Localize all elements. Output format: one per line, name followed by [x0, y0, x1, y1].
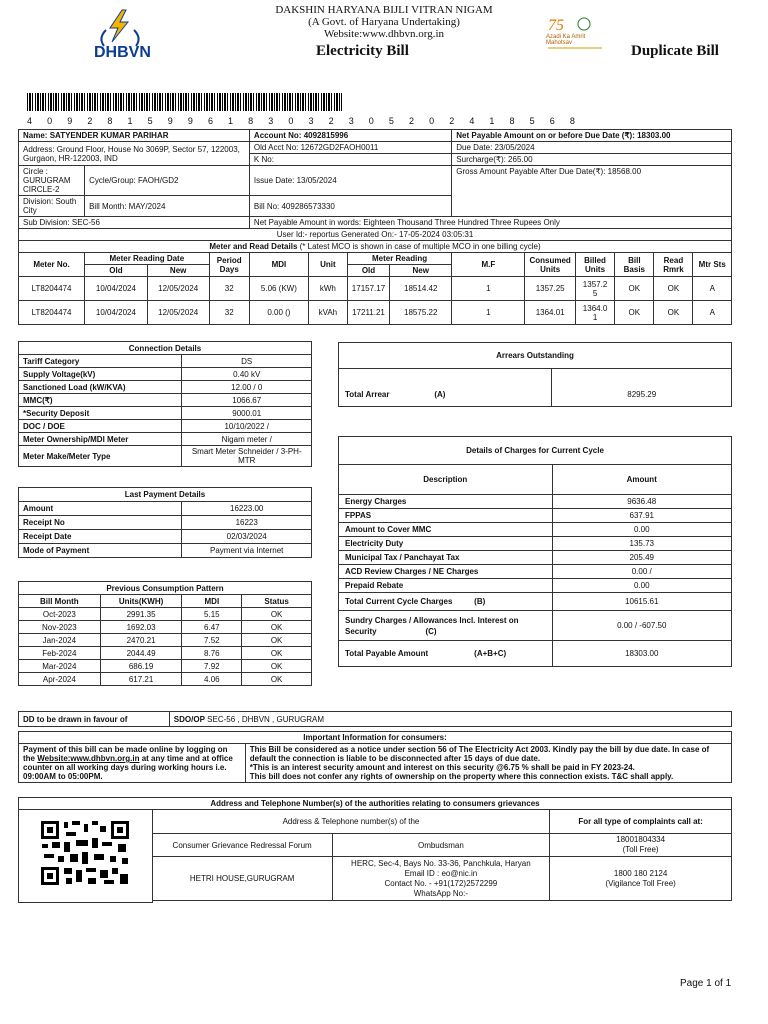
ombudsman-email: Email ID : eo@nic.in: [404, 868, 478, 878]
municipal-tax: 205.49: [552, 551, 732, 565]
new-reading-header: New: [390, 265, 452, 277]
qr-code: [40, 820, 130, 886]
connection-row: [19, 355, 312, 368]
tariff-label: Tariff Category: [19, 355, 182, 368]
total-current-code: (B): [468, 593, 552, 611]
sundry-label: Sundry Charges / Allowances Incl. Interest on Security (C): [339, 611, 553, 641]
account-no: Account No: 4092815996: [249, 130, 451, 142]
mdi: 6.47: [182, 621, 242, 634]
units-header: Units(KWH): [100, 595, 182, 608]
receipt-date: 02/03/2024: [182, 530, 312, 544]
acd-charges: 0.00 /: [552, 565, 732, 579]
important-title: Important Information for consumers:: [19, 732, 732, 744]
sub-division: Sub Division: SEC-56: [19, 217, 250, 229]
total-payable-label: Total Payable Amount: [339, 641, 469, 667]
previous-consumption-table: [18, 581, 312, 686]
azadi-text: Azadi Ka Amrit Mahotsav: [546, 34, 586, 46]
connection-row: [19, 433, 312, 446]
old-reading-header: Old: [347, 265, 389, 277]
total-current-label: Total Current Cycle Charges: [339, 593, 469, 611]
consumer-name: Name: SATYENDER KUMAR PARIHAR: [19, 130, 250, 142]
old-reading: 17157.17: [347, 277, 389, 301]
meter-make-value: Smart Meter Schneider / 3-PH-MTR: [182, 446, 312, 467]
bill-no: Bill No: 409286573330: [249, 196, 451, 217]
toll-free-number: 18001804334: [616, 835, 666, 844]
notice-line-3: This bill does not confer any rights of ownership on the property where this connection exists. T&C shall apply.: [249, 772, 674, 781]
amount-header: Amount: [552, 465, 732, 495]
barcode: [27, 93, 342, 111]
meter-section-title: Meter and Read Details (* Latest MCO is shown in case of multiple MCO in one billing cycle): [19, 241, 732, 253]
new-reading: 18575.22: [390, 301, 452, 325]
units: 686.19: [100, 660, 182, 673]
billed-units: 1357.2 5: [575, 277, 614, 301]
website-link[interactable]: Website:www.dhbvn.org.in: [37, 754, 140, 763]
total-current: 10615.61: [552, 593, 732, 611]
receipt-no: 16223: [182, 516, 312, 530]
important-info-table: [18, 731, 732, 783]
month: Oct-2023: [19, 608, 101, 621]
units: 2991.35: [100, 608, 182, 621]
description-header: Description: [339, 465, 553, 495]
complaint-header: For all type of complaints call at:: [550, 810, 732, 834]
previous-title: Previous Consumption Pattern: [19, 582, 312, 595]
mmc-cover: 0.00: [552, 523, 732, 537]
connection-row: [19, 381, 312, 394]
receipt-date-label: Receipt Date: [19, 530, 182, 544]
prepaid-rebate-label: Prepaid Rebate: [339, 579, 553, 593]
electricity-duty-label: Electricity Duty: [339, 537, 553, 551]
connection-title: Connection Details: [19, 342, 312, 355]
charge-row: [339, 523, 732, 537]
bill-month-header: Bill Month: [19, 595, 101, 608]
new-reading: 18514.42: [390, 277, 452, 301]
sundry-charges: 0.00 / -607.50: [552, 611, 732, 641]
last-payment-title: Last Payment Details: [19, 488, 312, 502]
consumed-units: 1364.01: [525, 301, 575, 325]
unit: kVAh: [308, 301, 347, 325]
unit: kWh: [308, 277, 347, 301]
read-rmrk-header: Read Rmrk: [654, 253, 693, 277]
table-row: [19, 673, 312, 686]
circle: Circle : GURUGRAM CIRCLE-2: [19, 166, 85, 196]
due-date: Due Date: 23/05/2024: [452, 142, 732, 154]
cgrf-label: Consumer Grievance Redressal Forum: [152, 834, 332, 857]
charge-row: [339, 565, 732, 579]
month: Feb-2024: [19, 647, 101, 660]
address-header: Address & Telephone number(s) of the: [152, 810, 549, 834]
status: OK: [242, 660, 312, 673]
duplicate-label: Duplicate Bill: [631, 43, 719, 59]
last-payment-table: [18, 487, 312, 558]
ownership-value: Nigam meter /: [182, 433, 312, 446]
mdi: 5.15: [182, 608, 242, 621]
energy-charges-label: Energy Charges: [339, 495, 553, 509]
org-website: Website:www.dhbvn.org.in: [323, 28, 445, 40]
charge-row: [339, 495, 732, 509]
connection-row: [19, 420, 312, 433]
ombudsman-whatsapp: WhatsApp No:-: [413, 888, 468, 898]
connection-details-table: [18, 341, 312, 467]
issue-date: Issue Date: 13/05/2024: [249, 166, 451, 196]
mdi: 0.00 (): [249, 301, 308, 325]
read-remark: OK: [654, 301, 693, 325]
old-date: 10/04/2024: [85, 277, 148, 301]
month: Apr-2024: [19, 673, 101, 686]
charge-row: [339, 509, 732, 523]
new-date: 12/05/2024: [147, 277, 209, 301]
period-header: Period Days: [209, 253, 249, 277]
municipal-tax-label: Municipal Tax / Panchayat Tax: [339, 551, 553, 565]
connection-row: [19, 368, 312, 381]
mmc-label: MMC(₹): [19, 394, 182, 407]
consumer-address: Address: Ground Floor, House No 3069P, Sector 57, 122003, Gurgaon, HR-122003, IND: [19, 142, 250, 166]
fppas-label: FPPAS: [339, 509, 553, 523]
deposit-value: 9000.01: [182, 407, 312, 420]
old-date-header: Old: [85, 265, 148, 277]
vigilance: [550, 857, 732, 901]
dd-payee: SDO/OP SEC-56 , DHBVN , GURUGRAM: [169, 712, 731, 727]
meter-make-label: Meter Make/Meter Type: [19, 446, 182, 467]
svg-text:75: 75: [548, 17, 564, 34]
dd-table: [18, 711, 732, 727]
bill-title: Electricity Bill: [316, 43, 409, 59]
bill-basis: OK: [615, 277, 654, 301]
billed-header: Billed Units: [575, 253, 614, 277]
cycle-group: Cycle/Group: FAOH/GD2: [85, 166, 250, 196]
payment-amount: 16223.00: [182, 502, 312, 516]
total-payable-code: (A+B+C): [468, 641, 552, 667]
total-arrear-label: Total Arrear: [339, 369, 429, 407]
fppas: 637.91: [552, 509, 732, 523]
mf-header: M.F: [452, 253, 525, 277]
units: 617.21: [100, 673, 182, 686]
mtr-sts-header: Mtr Sts: [693, 253, 732, 277]
charge-row: [339, 551, 732, 565]
ombudsman-address: [332, 857, 550, 901]
prepaid-rebate: 0.00: [552, 579, 732, 593]
dd-label: DD to be drawn in favour of: [19, 712, 170, 727]
status-header: Status: [242, 595, 312, 608]
consumed-header: Consumed Units: [525, 253, 575, 277]
status: OK: [242, 634, 312, 647]
bill-basis: OK: [615, 301, 654, 325]
toll-free: [550, 834, 732, 857]
org-name: DAKSHIN HARYANA BIJLI VITRAN NIGAM: [275, 4, 493, 16]
doc-label: DOC / DOE: [19, 420, 182, 433]
meter-no: LT8204474: [19, 301, 85, 325]
org-subtitle: (A Govt. of Haryana Undertaking): [308, 16, 460, 28]
mdi: 7.52: [182, 634, 242, 647]
notice-line-2: *This is an interest security amount and interest on this security @6.75 % shall be paid in FY 2023-24.: [249, 763, 635, 772]
period-days: 32: [209, 301, 249, 325]
month: Mar-2024: [19, 660, 101, 673]
doc-value: 10/10/2022 /: [182, 420, 312, 433]
reading-date-header: Meter Reading Date: [85, 253, 209, 265]
charge-row: [339, 579, 732, 593]
ombudsman-label: Ombudsman: [332, 834, 550, 857]
mdi: 7.92: [182, 660, 242, 673]
ombudsman-address-line: HERC, Sec-4, Bays No. 33-36, Panchkula, Haryan: [351, 858, 531, 868]
voltage-value: 0.40 kV: [182, 368, 312, 381]
old-account-no: Old Acct No: 12672GD2FAOH0011: [249, 142, 451, 154]
meter-no-header: Meter No.: [19, 253, 85, 277]
user-id-line: User Id:- reportus Generated On:- 17-05-2024 03:05:31: [19, 229, 732, 241]
barcode-number: 4 0 9 2 8 1 5 9 9 6 1 8 3 0 3 2 3 0 5 2 0 2 4 1 8 5 6 8: [27, 116, 582, 126]
qr-code-icon: [40, 820, 130, 886]
meter-status: A: [693, 277, 732, 301]
table-row: [19, 621, 312, 634]
mf: 1: [452, 301, 525, 325]
voltage-label: Supply Voltage(kV): [19, 368, 182, 381]
total-payable: 18303.00: [552, 641, 732, 667]
arrear-code: (A): [428, 369, 552, 407]
online-payment-info: Payment of this bill can be made online by logging on the Website:www.dhbvn.org.in at any time and at office counter on all working days during working hours i.e. 09:00AM to 05:00PM.: [19, 744, 246, 783]
mdi-header: MDI: [249, 253, 308, 277]
meter-no: LT8204474: [19, 277, 85, 301]
status: OK: [242, 608, 312, 621]
mf: 1: [452, 277, 525, 301]
amount-in-words: Net Payable Amount in words: Eighteen Thousand Three Hundred Three Rupees Only: [249, 217, 731, 229]
total-arrear-value: 8295.29: [552, 369, 732, 407]
table-row: [19, 608, 312, 621]
payment-mode: Payment via Internet: [182, 544, 312, 558]
cgrf-address: HETRI HOUSE,GURUGRAM: [152, 857, 332, 901]
division: Division: South City: [19, 196, 85, 217]
units: 2044.49: [100, 647, 182, 660]
units: 2470.21: [100, 634, 182, 647]
energy-charges: 9636.48: [552, 495, 732, 509]
mmc-value: 1066.67: [182, 394, 312, 407]
notice-line-1: This Bill be considered as a notice under section 56 of The Electricity Act 2003. Kindly pay the bill by due date. In case of default the connection is liable to be disconnected after 15 days of due date.: [249, 745, 710, 763]
units: 1692.03: [100, 621, 182, 634]
consumed-units: 1357.25: [525, 277, 575, 301]
receipt-no-label: Receipt No: [19, 516, 182, 530]
consumer-details-table: [18, 129, 732, 325]
month: Jan-2024: [19, 634, 101, 647]
new-date: 12/05/2024: [147, 301, 209, 325]
bill-month: Bill Month: MAY/2024: [85, 196, 250, 217]
load-value: 12.00 / 0: [182, 381, 312, 394]
ombudsman-contact: Contact No. - +91(172)2572299: [384, 878, 498, 888]
period-days: 32: [209, 277, 249, 301]
mdi: 5.06 (KW): [249, 277, 308, 301]
table-row: [19, 647, 312, 660]
connection-row: [19, 446, 312, 467]
acd-charges-label: ACD Review Charges / NE Charges: [339, 565, 553, 579]
unit-header: Unit: [308, 253, 347, 277]
reading-header: Meter Reading: [347, 253, 451, 265]
page-number: Page 1 of 1: [680, 978, 732, 989]
meter-row: [19, 301, 732, 325]
logo-text: DHBVN: [94, 44, 151, 61]
mmc-cover-label: Amount to Cover MMC: [339, 523, 553, 537]
month: Nov-2023: [19, 621, 101, 634]
surcharge: Surcharge(₹): 265.00: [452, 154, 732, 166]
charges-title: Details of Charges for Current Cycle: [339, 437, 732, 465]
net-payable: Net Payable Amount on or before Due Date (₹): 18303.00: [452, 130, 732, 142]
arrears-title: Arrears Outstanding: [339, 343, 732, 369]
notice-info: [245, 744, 731, 783]
read-remark: OK: [654, 277, 693, 301]
table-row: [19, 660, 312, 673]
load-label: Sanctioned Load (kW/KVA): [19, 381, 182, 394]
payment-mode-label: Mode of Payment: [19, 544, 182, 558]
mdi: 8.76: [182, 647, 242, 660]
vigilance-label: (Vigilance Toll Free): [605, 878, 676, 888]
old-reading: 17211.21: [347, 301, 389, 325]
charge-row: [339, 537, 732, 551]
connection-row: [19, 407, 312, 420]
k-no: K No:: [249, 154, 451, 166]
payment-amount-label: Amount: [19, 502, 182, 516]
meter-status: A: [693, 301, 732, 325]
ownership-label: Meter Ownership/MDI Meter: [19, 433, 182, 446]
charges-table: [338, 436, 732, 667]
billed-units: 1364.0 1: [575, 301, 614, 325]
connection-row: [19, 394, 312, 407]
status: OK: [242, 621, 312, 634]
authorities-title: Address and Telephone Number(s) of the authorities relating to consumers grievances: [19, 798, 732, 810]
mdi: 4.06: [182, 673, 242, 686]
bill-basis-header: Bill Basis: [615, 253, 654, 277]
toll-free-label: (Toll Free): [622, 845, 659, 854]
meter-row: [19, 277, 732, 301]
electricity-duty: 135.73: [552, 537, 732, 551]
org-header: [0, 4, 768, 40]
deposit-label: *Security Deposit: [19, 407, 182, 420]
status: OK: [242, 647, 312, 660]
mdi-header: MDI: [182, 595, 242, 608]
status: OK: [242, 673, 312, 686]
gross-after-due: Gross Amount Payable After Due Date(₹): 18568.00: [452, 166, 732, 217]
new-date-header: New: [147, 265, 209, 277]
table-row: [19, 634, 312, 647]
tariff-value: DS: [182, 355, 312, 368]
old-date: 10/04/2024: [85, 301, 148, 325]
arrears-table: [338, 342, 732, 407]
azadi-logo: [544, 14, 606, 54]
vigilance-number: 1800 180 2124: [613, 868, 668, 878]
